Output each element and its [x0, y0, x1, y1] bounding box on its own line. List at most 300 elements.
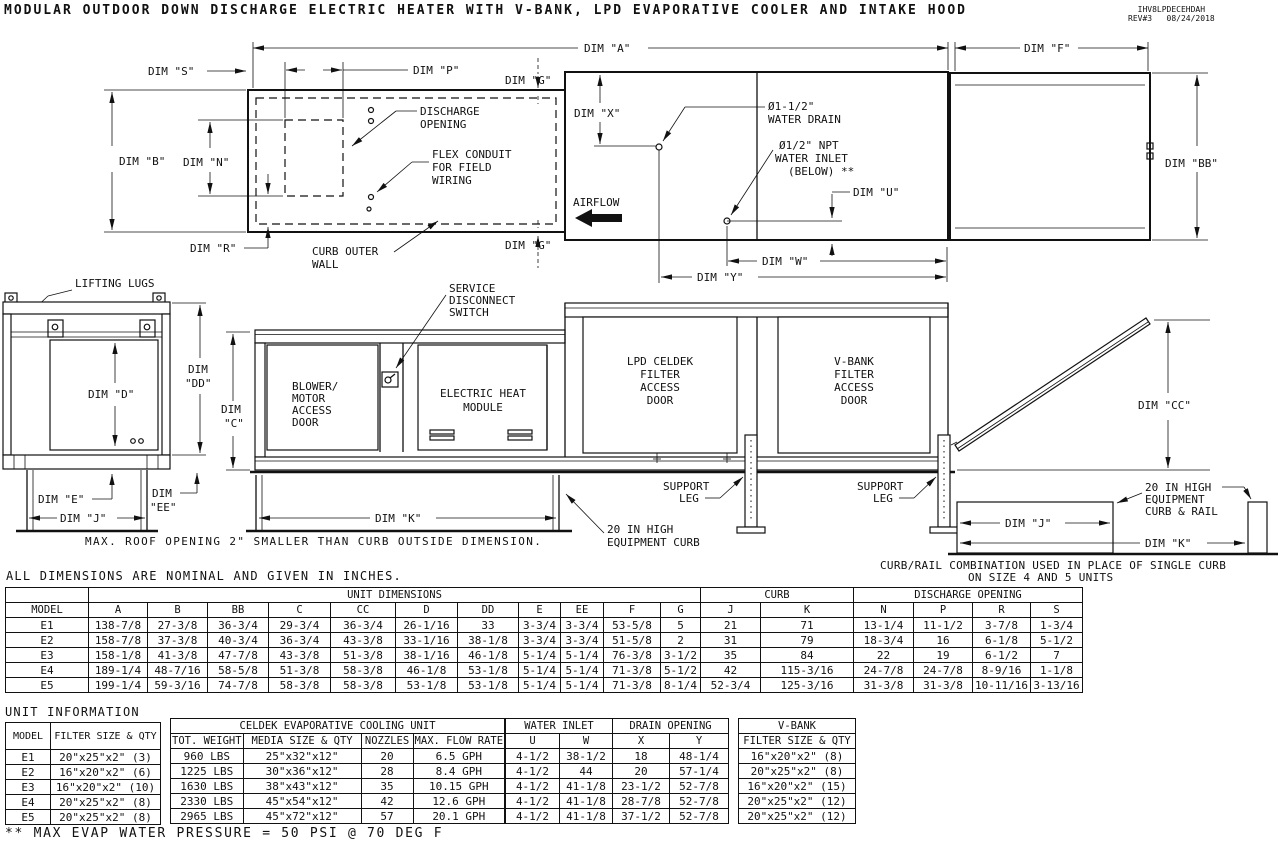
cell-value: 20.1 GPH — [413, 809, 505, 824]
cell-value: 27-3/8 — [148, 618, 208, 633]
table-row — [171, 749, 505, 764]
header-row — [506, 719, 729, 734]
doc-rev: REV#3 08/24/2018 — [1128, 14, 1215, 23]
dim-d-label: DIM "D" — [88, 388, 135, 401]
cell-value: 41-3/8 — [148, 648, 208, 663]
column-header: X — [613, 734, 670, 749]
table-row — [171, 764, 505, 779]
table-row — [6, 810, 161, 825]
table-row — [171, 794, 505, 809]
table-row — [739, 809, 856, 824]
dim-b-label: DIM "B" — [119, 155, 166, 168]
cell-value: 5-1/4 — [519, 648, 561, 663]
header-row — [6, 603, 1083, 618]
plan-intake-hood — [950, 73, 1150, 240]
cell-model: E5 — [6, 678, 89, 693]
table-row — [739, 764, 856, 779]
cell-value: 33 — [458, 618, 519, 633]
dim-x-label: DIM "X" — [574, 107, 621, 120]
table-row — [506, 749, 729, 764]
cell-model: 20"x25"x2" (8) — [739, 764, 856, 779]
cell-value: 20"x25"x2" (3) — [51, 750, 161, 765]
support-leg-label: SUPPORT — [857, 480, 904, 493]
cell-value: 58-3/8 — [331, 663, 396, 678]
cell-value: 35 — [701, 648, 761, 663]
cell-value: 43-3/8 — [269, 648, 331, 663]
cell-value: 52-7/8 — [670, 794, 729, 809]
column-header: K — [761, 603, 854, 618]
cell-value: 71-3/8 — [604, 663, 661, 678]
cell-value: 20 — [361, 749, 413, 764]
column-header: FILTER SIZE & QTY — [739, 734, 856, 749]
cell-value: 3-1/2 — [661, 648, 701, 663]
column-header: S — [1031, 603, 1083, 618]
svg-text:CURB & RAIL: CURB & RAIL — [1145, 505, 1218, 518]
column-header: R — [973, 603, 1031, 618]
cell-value: 28-7/8 — [613, 794, 670, 809]
cell-value: 12.6 GPH — [413, 794, 505, 809]
cell-value: 79 — [761, 633, 854, 648]
column-header: DD — [458, 603, 519, 618]
dim-g-bottom-label: DIM "G" — [505, 239, 552, 252]
column-header: CC — [331, 603, 396, 618]
cell-value: 5-1/4 — [519, 678, 561, 693]
cell-value: 1-1/8 — [1031, 663, 1083, 678]
cell-value: 44 — [560, 764, 613, 779]
svg-text:DOOR: DOOR — [840, 394, 868, 407]
lpd-door-label: LPD CELDEK — [626, 355, 694, 368]
dim-r-label: DIM "R" — [190, 242, 237, 255]
cell-value: 41-1/8 — [560, 779, 613, 794]
cell-value: 18 — [613, 749, 670, 764]
curb-rail-note: CURB/RAIL COMBINATION USED IN PLACE OF SINGLE CURB — [880, 559, 1227, 572]
table-row — [739, 749, 856, 764]
svg-text:FILTER: FILTER — [834, 368, 874, 381]
column-header: MAX. FLOW RATE — [414, 734, 504, 747]
svg-text:(BELOW) **: (BELOW) ** — [788, 165, 855, 178]
column-header: BB — [208, 603, 269, 618]
column-header: CELDEK EVAPORATIVE COOLING UNIT — [171, 719, 505, 734]
column-header: DISCHARGE OPENING — [854, 588, 1083, 603]
cell-model: 16"x20"x2" (15) — [739, 779, 856, 794]
cell-value: 58-3/8 — [269, 678, 331, 693]
cell-value: 31-3/8 — [914, 678, 973, 693]
cell-value: 5-1/2 — [661, 663, 701, 678]
cell-value: 53-5/8 — [604, 618, 661, 633]
support-leg — [745, 435, 757, 527]
lifting-lug — [48, 320, 63, 337]
cell-value: 3-3/4 — [561, 633, 604, 648]
cell-value: 53-1/8 — [458, 678, 519, 693]
cell-value: 46-1/8 — [458, 648, 519, 663]
dim-y-label: DIM "Y" — [697, 271, 744, 284]
table-row — [739, 779, 856, 794]
cell-value: 31 — [701, 633, 761, 648]
table-row — [506, 809, 729, 824]
cell-model: E1 — [6, 618, 89, 633]
header-row — [6, 723, 161, 750]
cell-value: 158-1/8 — [89, 648, 148, 663]
table-row — [506, 794, 729, 809]
svg-text:EQUIPMENT CURB: EQUIPMENT CURB — [607, 536, 700, 549]
evap-pressure-footnote: ** MAX EVAP WATER PRESSURE = 50 PSI @ 70 DEG F — [5, 826, 444, 841]
cell-value: 199-1/4 — [89, 678, 148, 693]
service-switch-label: SERVICE — [449, 282, 496, 295]
cell-value: 19 — [914, 648, 973, 663]
column-header: MODEL — [6, 603, 89, 618]
table-row — [506, 779, 729, 794]
dim-a-label: DIM "A" — [584, 42, 631, 55]
equipment-rail-detail — [1248, 502, 1267, 553]
support-leg-label: SUPPORT — [663, 480, 710, 493]
svg-text:FILTER: FILTER — [640, 368, 680, 381]
table-row — [171, 779, 505, 794]
dim-n-label: DIM "N" — [183, 156, 230, 169]
cell-value: 36-3/4 — [208, 618, 269, 633]
cell-value: 20"x25"x2" (8) — [51, 795, 161, 810]
cell-model: 2965 LBS — [171, 809, 244, 824]
cell-model: 4-1/2 — [506, 764, 560, 779]
cell-value: 42 — [701, 663, 761, 678]
disconnect-switch — [382, 372, 398, 387]
svg-text:OPENING: OPENING — [420, 118, 467, 131]
blower-door-label: BLOWER/ — [292, 380, 339, 393]
dim-g-top-label: DIM "G" — [505, 74, 552, 87]
dim-s-label: DIM "S" — [148, 65, 195, 78]
svg-text:"DD": "DD" — [185, 377, 212, 390]
column-header: C — [269, 603, 331, 618]
cell-value: 6-1/2 — [973, 648, 1031, 663]
cell-model: 16"x20"x2" (8) — [739, 749, 856, 764]
column-header: E — [519, 603, 561, 618]
cell-value: 31-3/8 — [854, 678, 914, 693]
cell-value: 33-1/16 — [396, 633, 458, 648]
cell-model: 4-1/2 — [506, 749, 560, 764]
cell-model: 20"x25"x2" (12) — [739, 794, 856, 809]
cell-value: 26-1/16 — [396, 618, 458, 633]
cell-value: 59-3/16 — [148, 678, 208, 693]
svg-text:MOTOR: MOTOR — [292, 392, 326, 405]
dim-cc-label: DIM "CC" — [1138, 399, 1191, 412]
cell-value: 10-11/16 — [973, 678, 1031, 693]
dim-k-label: DIM "K" — [1145, 537, 1192, 550]
cell-model: 20"x25"x2" (12) — [739, 809, 856, 824]
cell-value: 23-1/2 — [613, 779, 670, 794]
cell-value: 5-1/4 — [561, 663, 604, 678]
cell-value: 52-7/8 — [670, 809, 729, 824]
cell-value: 71-3/8 — [604, 678, 661, 693]
plan-view — [104, 42, 1218, 284]
cell-value: 8-1/4 — [661, 678, 701, 693]
column-header: W — [560, 734, 613, 749]
cell-value: 40-3/4 — [208, 633, 269, 648]
table-row — [6, 618, 1083, 633]
cell-value: 5 — [661, 618, 701, 633]
cell-model: 1225 LBS — [171, 764, 244, 779]
column-header: NOZZLES — [361, 734, 413, 749]
cell-model: E3 — [6, 780, 51, 795]
dim-f-label: DIM "F" — [1024, 42, 1071, 55]
cell-model: E4 — [6, 795, 51, 810]
svg-text:WATER INLET: WATER INLET — [775, 152, 848, 165]
column-header: EE — [561, 603, 604, 618]
column-header: U — [506, 734, 560, 749]
cell-value: 115-3/16 — [761, 663, 854, 678]
dim-j-label: DIM "J" — [60, 512, 107, 525]
cell-model: E5 — [6, 810, 51, 825]
cell-model: 4-1/2 — [506, 809, 560, 824]
cell-value: 3-3/4 — [519, 618, 561, 633]
table-row — [6, 795, 161, 810]
cell-value: 74-7/8 — [208, 678, 269, 693]
svg-text:FOR FIELD: FOR FIELD — [432, 161, 492, 174]
cell-value: 36-3/4 — [331, 618, 396, 633]
cell-value: 52-7/8 — [670, 779, 729, 794]
unit-information-heading: UNIT INFORMATION — [5, 705, 140, 719]
cell-value: 18-3/4 — [854, 633, 914, 648]
column-header: TOT. WEIGHT — [172, 734, 242, 747]
cell-model: 4-1/2 — [506, 779, 560, 794]
table-row — [739, 794, 856, 809]
cell-value: 8-9/16 — [973, 663, 1031, 678]
table-row — [6, 765, 161, 780]
cell-value: 13-1/4 — [854, 618, 914, 633]
column-header: Y — [670, 734, 729, 749]
svg-text:ON SIZE 4 AND 5 UNITS: ON SIZE 4 AND 5 UNITS — [968, 571, 1114, 584]
cell-value: 5-1/2 — [1031, 633, 1083, 648]
cell-value: 41-1/8 — [560, 794, 613, 809]
curb-outer-wall-label: CURB OUTER — [312, 245, 379, 258]
cell-value: 10.15 GPH — [413, 779, 505, 794]
cell-value: 76-3/8 — [604, 648, 661, 663]
cell-value: 6-1/8 — [973, 633, 1031, 648]
cell-value: 24-7/8 — [854, 663, 914, 678]
svg-text:WALL: WALL — [312, 258, 339, 271]
cell-value: 51-3/8 — [331, 648, 396, 663]
cell-value: 16"x20"x2" (6) — [51, 765, 161, 780]
dim-p-label: DIM "P" — [413, 64, 460, 77]
cell-value: 20 — [613, 764, 670, 779]
column-header — [6, 588, 89, 603]
cell-value: 45"x54"x12" — [243, 794, 361, 809]
roof-opening-note: MAX. ROOF OPENING 2" SMALLER THAN CURB OUTSIDE DIMENSION. — [85, 535, 543, 548]
lifting-lugs-label: LIFTING LUGS — [75, 277, 155, 290]
header-row — [6, 588, 1083, 603]
column-header: V-BANK — [739, 719, 856, 734]
cell-value: 28 — [361, 764, 413, 779]
table-row — [6, 633, 1083, 648]
svg-text:MODULE: MODULE — [463, 401, 503, 414]
dimensions-note: ALL DIMENSIONS ARE NOMINAL AND GIVEN IN INCHES. — [6, 569, 402, 583]
cell-model: E2 — [6, 765, 51, 780]
cell-value: 38-1/2 — [560, 749, 613, 764]
cell-value: 22 — [854, 648, 914, 663]
cell-value: 3-13/16 — [1031, 678, 1083, 693]
column-header: CURB — [701, 588, 854, 603]
cell-value: 189-1/4 — [89, 663, 148, 678]
svg-text:WIRING: WIRING — [432, 174, 472, 187]
water-inlet-drain-table — [505, 718, 729, 824]
discharge-opening-label: DISCHARGE — [420, 105, 480, 118]
cell-value: 3-3/4 — [519, 633, 561, 648]
cell-value: 158-7/8 — [89, 633, 148, 648]
cell-value: 25"x32"x12" — [243, 749, 361, 764]
table-row — [6, 750, 161, 765]
svg-text:"C": "C" — [224, 417, 244, 430]
svg-text:ACCESS: ACCESS — [640, 381, 680, 394]
column-header: FILTER SIZE & QTY — [51, 723, 161, 750]
cell-value: 53-1/8 — [458, 663, 519, 678]
cell-value: 11-1/2 — [914, 618, 973, 633]
cell-value: 16"x20"x2" (10) — [51, 780, 161, 795]
cell-value: 2 — [661, 633, 701, 648]
cell-value: 57-1/4 — [670, 764, 729, 779]
electric-heat-label: ELECTRIC HEAT — [439, 387, 527, 400]
equipment-curb-label: 20 IN HIGH — [607, 523, 674, 536]
dim-dd-label: DIM — [188, 363, 208, 376]
cell-value: 37-3/8 — [148, 633, 208, 648]
table-row — [6, 663, 1083, 678]
cell-model: 4-1/2 — [506, 794, 560, 809]
column-header: J — [701, 603, 761, 618]
column-header: G — [661, 603, 701, 618]
cell-value: 5-1/4 — [561, 678, 604, 693]
curb-rail-label: 20 IN HIGH — [1145, 481, 1212, 494]
cell-model: E1 — [6, 750, 51, 765]
cell-model: 960 LBS — [171, 749, 244, 764]
cell-value: 1-3/4 — [1031, 618, 1083, 633]
column-header: WATER INLET — [506, 719, 613, 734]
header-row — [739, 719, 856, 734]
dim-j-label: DIM "J" — [1005, 517, 1052, 530]
cell-value: 37-1/2 — [613, 809, 670, 824]
column-header: N — [854, 603, 914, 618]
water-drain-label: Ø1-1/2" — [768, 100, 815, 113]
cell-value: 71 — [761, 618, 854, 633]
cell-value: 5-1/4 — [561, 648, 604, 663]
table-row — [6, 648, 1083, 663]
svg-text:SWITCH: SWITCH — [449, 306, 489, 319]
page-title: MODULAR OUTDOOR DOWN DISCHARGE ELECTRIC HEATER WITH V-BANK, LPD EVAPORATIVE COOLER AND INTAKE HOOD — [4, 3, 968, 18]
cell-value: 48-1/4 — [670, 749, 729, 764]
dim-w-label: DIM "W" — [762, 255, 809, 268]
header-row — [171, 719, 505, 734]
cell-value: 51-5/8 — [604, 633, 661, 648]
dim-k-label: DIM "K" — [375, 512, 422, 525]
svg-text:ACCESS: ACCESS — [292, 404, 332, 417]
svg-text:DOOR: DOOR — [646, 394, 674, 407]
elevation-view — [85, 282, 1278, 584]
cell-value: 35 — [361, 779, 413, 794]
cell-value: 47-7/8 — [208, 648, 269, 663]
cell-value: 8.4 GPH — [413, 764, 505, 779]
header-row — [171, 734, 505, 749]
column-header: P — [914, 603, 973, 618]
table-row — [506, 764, 729, 779]
doc-code: IHV8LPDECEHDAH — [1137, 5, 1206, 14]
cell-value: 21 — [701, 618, 761, 633]
cell-value: 45"x72"x12" — [243, 809, 361, 824]
cell-value: 43-3/8 — [331, 633, 396, 648]
svg-text:DOOR: DOOR — [292, 416, 319, 429]
cell-value: 30"x36"x12" — [243, 764, 361, 779]
column-header: F — [604, 603, 661, 618]
cell-value: 38-1/16 — [396, 648, 458, 663]
table-row — [6, 678, 1083, 693]
cell-value: 29-3/4 — [269, 618, 331, 633]
cell-value: 138-7/8 — [89, 618, 148, 633]
dim-ee-label: DIM — [152, 487, 172, 500]
vbank-filter-table — [738, 718, 856, 824]
cell-value: 7 — [1031, 648, 1083, 663]
cell-value: 41-1/8 — [560, 809, 613, 824]
cell-value: 84 — [761, 648, 854, 663]
cell-value: 58-3/8 — [331, 678, 396, 693]
cell-value: 5-1/4 — [519, 663, 561, 678]
unit-dimensions-table — [5, 587, 1083, 693]
svg-text:LEG: LEG — [873, 492, 893, 505]
column-header: B — [148, 603, 208, 618]
cell-value: 51-3/8 — [269, 663, 331, 678]
cell-value: 38"x43"x12" — [243, 779, 361, 794]
dim-bb-label: DIM "BB" — [1165, 157, 1218, 170]
cell-model: 1630 LBS — [171, 779, 244, 794]
dim-c-label: DIM — [221, 403, 241, 416]
cell-value: 20"x25"x2" (8) — [51, 810, 161, 825]
cell-value: 24-7/8 — [914, 663, 973, 678]
column-header: A — [89, 603, 148, 618]
header-row — [739, 734, 856, 749]
cell-value: 48-7/16 — [148, 663, 208, 678]
column-header: D — [396, 603, 458, 618]
cell-model: E2 — [6, 633, 89, 648]
water-inlet-label: Ø1/2" NPT — [779, 139, 839, 152]
cell-value: 46-1/8 — [396, 663, 458, 678]
cell-value: 42 — [361, 794, 413, 809]
cell-value: 58-5/8 — [208, 663, 269, 678]
filter-size-table — [5, 722, 161, 825]
header-row — [506, 734, 729, 749]
vbank-door-label: V-BANK — [834, 355, 874, 368]
celdek-cooling-table — [170, 718, 505, 824]
column-header: MEDIA SIZE & QTY — [243, 734, 361, 749]
table-row — [6, 780, 161, 795]
svg-text:EQUIPMENT: EQUIPMENT — [1145, 493, 1205, 506]
end-view — [3, 277, 250, 531]
column-header: DRAIN OPENING — [613, 719, 729, 734]
cell-value: 125-3/16 — [761, 678, 854, 693]
cell-value: 16 — [914, 633, 973, 648]
cell-value: 57 — [361, 809, 413, 824]
svg-text:DISCONNECT: DISCONNECT — [449, 294, 516, 307]
svg-text:ACCESS: ACCESS — [834, 381, 874, 394]
column-header: MODEL — [6, 723, 51, 750]
cell-value: 53-1/8 — [396, 678, 458, 693]
cell-value: 38-1/8 — [458, 633, 519, 648]
airflow-label: AIRFLOW — [573, 196, 620, 209]
svg-text:WATER DRAIN: WATER DRAIN — [768, 113, 841, 126]
cell-value: 36-3/4 — [269, 633, 331, 648]
flex-conduit-label: FLEX CONDUIT — [432, 148, 512, 161]
cell-model: 2330 LBS — [171, 794, 244, 809]
support-leg — [938, 435, 950, 527]
cell-value: 6.5 GPH — [413, 749, 505, 764]
cell-model: E4 — [6, 663, 89, 678]
cell-model: E3 — [6, 648, 89, 663]
dim-e-label: DIM "E" — [38, 493, 85, 506]
svg-text:"EE": "EE" — [150, 501, 177, 514]
dim-u-label: DIM "U" — [853, 186, 900, 199]
